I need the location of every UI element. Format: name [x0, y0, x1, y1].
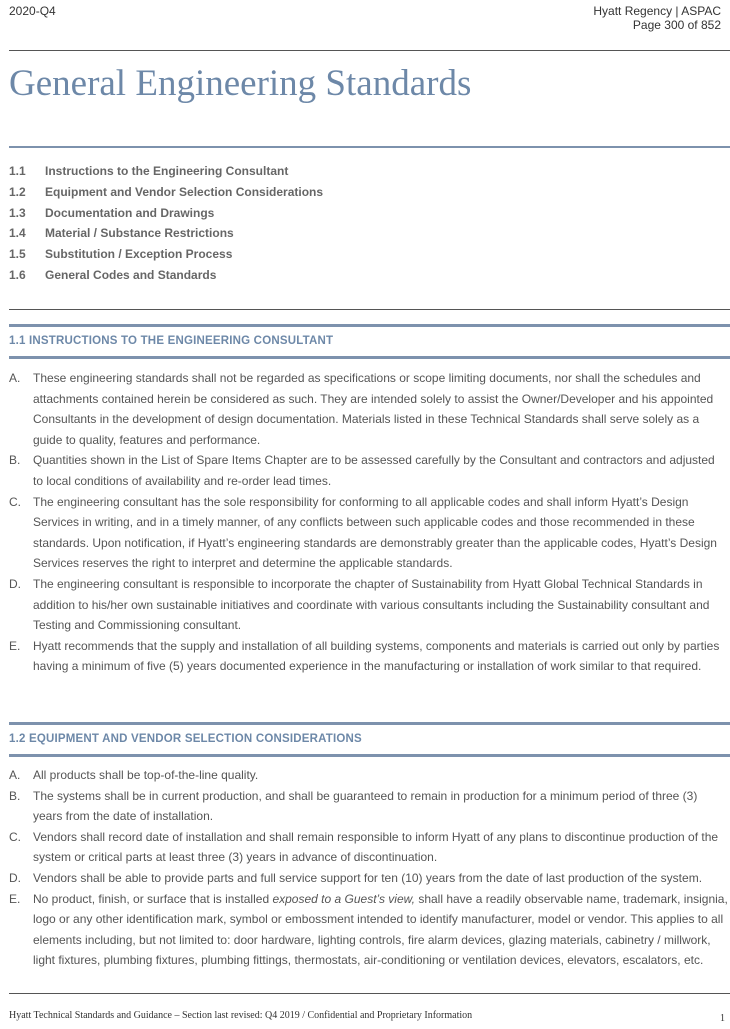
item-letter: B.	[9, 788, 21, 803]
section-heading-1-2	[9, 722, 730, 757]
list-item	[9, 827, 728, 868]
item-text: The systems shall be in current production, and shall be guaranteed to remain in production for a minimum period of three (3) years from the date of installation.	[33, 788, 698, 824]
header-period: 2020-Q4	[9, 4, 56, 18]
title-divider	[9, 146, 730, 148]
page-title: General Engineering Standards	[9, 63, 472, 104]
item-letter: A.	[9, 371, 21, 385]
item-letter: C.	[9, 829, 21, 844]
toc-number: 1.4	[9, 226, 26, 241]
item-text: The engineering consultant has the sole responsibility for conforming to all applicable codes and shall inform Hyatt’s Design Services in writing, and in a timely manner, of any conflicts between such applicable codes and those recommended in these standards. Upon notification, if Hyatt’s engineering standards are demonstrably greater than the applicable codes, Hyatt’s Design Services reserves the right to interpret and determine the applicable standards.	[33, 494, 717, 571]
footer-divider	[9, 993, 730, 994]
toc-label: Substitution / Exception Process	[45, 247, 233, 262]
section-1-2-list	[9, 765, 728, 971]
toc-item[interactable]	[9, 161, 323, 182]
list-item	[9, 786, 728, 827]
section-1-1-list	[9, 368, 728, 677]
toc-divider	[9, 309, 730, 310]
item-text: All products shall be top-of-the-line quality.	[33, 768, 259, 782]
item-text-end: shall have a readily observable name, trademark, insignia, logo or any other identification mark, symbol or embossment intended to identify manufacturer, model or vendor. This applies to all elements including, but not limited to: door hardware, lighting controls, fire alarm devices, glazing materials, cabinetry / millwork, light fixtures, plumbing fixtures, plumbing fittings, thermostats, air-conditioning or ventilation devices, elevators, escalators, etc.	[33, 891, 728, 968]
section-heading-text: 1.1 INSTRUCTIONS TO THE ENGINEERING CONSULTANT	[9, 335, 334, 347]
toc-label: Documentation and Drawings	[45, 205, 215, 220]
item-text: The engineering consultant is responsible to incorporate the chapter of Sustainability from Hyatt Global Technical Standards in addition to his/her own sustainable initiatives and coordinate with various consultants including the Sustainability consultant and Testing and Commissioning consultant.	[33, 576, 710, 633]
list-item	[9, 636, 728, 677]
item-text: Quantities shown in the List of Spare Items Chapter are to be assessed carefully by the Consultant and contractors and adjusted to local conditions of availability and re-order lead times.	[33, 453, 715, 488]
header-right	[593, 4, 721, 32]
page-number: 1	[720, 1013, 725, 1024]
list-item	[9, 868, 728, 889]
item-letter: C.	[9, 494, 21, 509]
item-text: Hyatt recommends that the supply and installation of all building systems, components and materials is carried out only by parties having a minimum of five (5) years documented experience in the manufacturing or installation of work similar to that required.	[33, 638, 720, 674]
item-letter: E.	[9, 638, 21, 653]
table-of-contents	[9, 161, 323, 286]
item-letter: B.	[9, 453, 21, 468]
toc-item[interactable]	[9, 244, 323, 265]
toc-number: 1.2	[9, 184, 26, 199]
toc-label: Equipment and Vendor Selection Considerations	[45, 184, 324, 199]
list-item	[9, 889, 728, 971]
toc-label: Instructions to the Engineering Consultant	[45, 164, 289, 178]
list-item	[9, 368, 728, 450]
item-letter: E.	[9, 891, 21, 906]
list-item	[9, 450, 728, 491]
section-heading-text: 1.2 EQUIPMENT AND VENDOR SELECTION CONSIDERATIONS	[9, 733, 362, 745]
toc-item[interactable]	[9, 203, 323, 224]
toc-number: 1.5	[9, 247, 26, 262]
toc-number: 1.1	[9, 164, 26, 178]
footer-text: Hyatt Technical Standards and Guidance – Section last revised: Q4 2019 / Confidential and Proprietary Information	[9, 1010, 473, 1021]
item-text-emphasis: exposed to a Guest’s view,	[272, 891, 415, 906]
item-letter: A.	[9, 768, 21, 782]
item-text: Vendors shall be able to provide parts and full service support for ten (10) years from the date of last production of the system.	[33, 870, 703, 885]
toc-item[interactable]	[9, 182, 323, 203]
toc-label: Material / Substance Restrictions	[45, 226, 234, 241]
header-property: Hyatt Regency | ASPAC	[593, 4, 721, 18]
toc-label: General Codes and Standards	[45, 267, 217, 282]
item-letter: D.	[9, 870, 21, 885]
list-item	[9, 765, 728, 786]
item-text: These engineering standards shall not be regarded as specifications or scope limiting documents, nor shall the schedules and attachments contained herein be considered as such. They are intended solely to assist the Owner/Developer and his appointed Consultants in the development of design documentation. Materials listed in these Technical Standards shall serve solely as a guide to quality, features and performance.	[33, 371, 714, 447]
header-page-count: Page 300 of 852	[632, 18, 721, 32]
item-text: Vendors shall record date of installation and shall remain responsible to inform Hyatt of any plans to discontinue production of the system or critical parts at least three (3) years in advance of discontinuation.	[33, 829, 719, 865]
header-divider	[9, 50, 730, 51]
section-heading-1-1	[9, 324, 730, 359]
toc-item[interactable]	[9, 223, 323, 244]
item-text-start: No product, finish, or surface that is installed	[33, 891, 273, 906]
toc-number: 1.3	[9, 205, 26, 220]
list-item	[9, 574, 728, 636]
item-letter: D.	[9, 576, 21, 591]
toc-number: 1.6	[9, 267, 26, 282]
toc-item[interactable]	[9, 265, 323, 286]
list-item	[9, 492, 728, 574]
